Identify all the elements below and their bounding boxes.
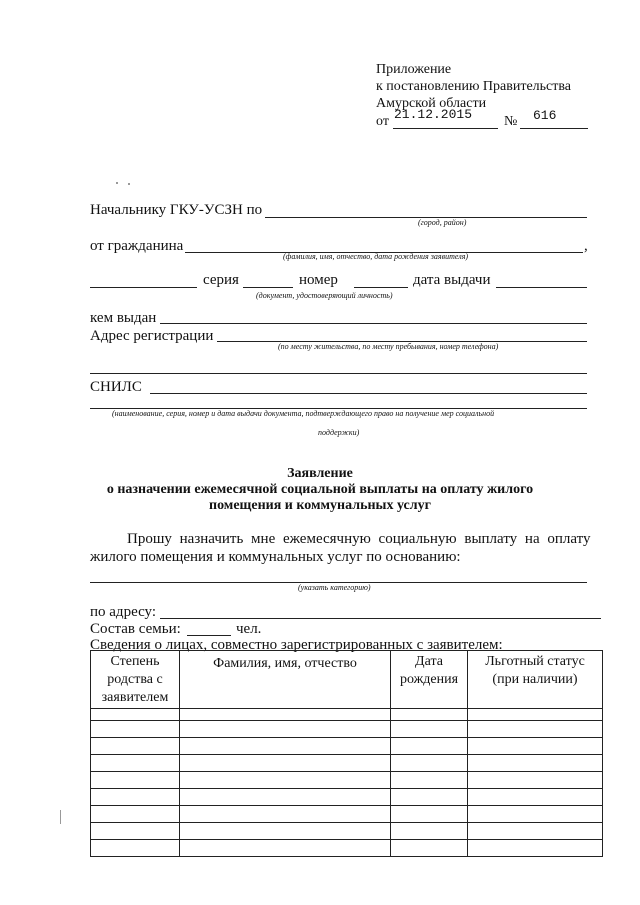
col-relation-l2: родства с (107, 672, 163, 687)
statement-title: Заявление (287, 466, 353, 481)
col-birth-l1: Дата (415, 654, 443, 669)
table-cell[interactable] (91, 823, 180, 840)
statement-body-1: Прошу назначить мне ежемесячную социальную выплату на оплату (127, 531, 591, 547)
table-cell[interactable] (468, 823, 603, 840)
appendix-date-prefix: от (376, 114, 389, 129)
table-row[interactable] (91, 840, 603, 857)
table-cell[interactable] (468, 840, 603, 857)
doc-line[interactable] (90, 287, 197, 288)
scan-speck (116, 182, 118, 184)
table-cell[interactable] (468, 738, 603, 755)
snils-label: СНИЛС (90, 379, 142, 395)
reg-address-label: Адрес регистрации (90, 328, 214, 344)
col-relation-header (91, 651, 180, 709)
col-status-header (468, 651, 603, 709)
basis-caption-1: (наименование, серия, номер и дата выдачи документа, подтверждающего право на получение мер социальной (112, 409, 495, 418)
col-status-l1: Льготный статус (485, 654, 585, 669)
table-cell[interactable] (180, 738, 391, 755)
issue-date-label: дата выдачи (413, 272, 491, 288)
table-row[interactable] (91, 789, 603, 806)
address-line-2[interactable] (90, 373, 587, 374)
address-line[interactable] (160, 618, 601, 619)
table-header-row (91, 651, 603, 709)
table-cell[interactable] (91, 738, 180, 755)
family-table (90, 650, 603, 857)
table-cell[interactable] (468, 806, 603, 823)
table-cell[interactable] (91, 709, 180, 721)
table-cell[interactable] (91, 755, 180, 772)
scan-speck (128, 183, 130, 185)
table-row[interactable] (91, 823, 603, 840)
appendix-title: Приложение (376, 62, 452, 77)
persons-label: Сведения о лицах, совместно зарегистрированных с заявителем: (90, 637, 503, 653)
number-line (520, 128, 588, 129)
category-caption: (указать категорию) (298, 583, 371, 592)
doc-caption: (документ, удостоверяющий личность) (256, 291, 393, 300)
address-label: по адресу: (90, 604, 157, 620)
table-cell[interactable] (180, 755, 391, 772)
table-cell[interactable] (180, 772, 391, 789)
table-cell[interactable] (468, 721, 603, 738)
col-status-l2: (при наличии) (492, 672, 578, 687)
issue-date-line[interactable] (496, 287, 587, 288)
table-row[interactable] (91, 738, 603, 755)
table-row[interactable] (91, 772, 603, 789)
issued-by-label: кем выдан (90, 310, 157, 326)
basis-caption-2: поддержки) (318, 428, 360, 437)
table-cell[interactable] (180, 806, 391, 823)
table-cell[interactable] (468, 755, 603, 772)
col-name-label: Фамилия, имя, отчество (213, 656, 357, 671)
from-comma: , (584, 238, 588, 254)
table-cell[interactable] (180, 709, 391, 721)
snils-line[interactable] (150, 393, 587, 394)
table-cell[interactable] (391, 755, 468, 772)
table-cell[interactable] (91, 840, 180, 857)
table-cell[interactable] (91, 721, 180, 738)
appendix-region: Амурской области (376, 96, 487, 111)
table-row[interactable] (91, 709, 603, 721)
family-unit: чел. (236, 621, 262, 637)
table-cell[interactable] (391, 738, 468, 755)
col-birth-l2: рождения (399, 672, 459, 687)
series-line[interactable] (243, 287, 293, 288)
family-count-line[interactable] (187, 635, 231, 636)
table-cell[interactable] (180, 823, 391, 840)
table-row[interactable] (91, 806, 603, 823)
table-cell[interactable] (180, 840, 391, 857)
to-caption: (город, район) (418, 218, 467, 227)
appendix-date-value: 21.12.2015 (394, 107, 473, 122)
table-row[interactable] (91, 721, 603, 738)
table-cell[interactable] (91, 806, 180, 823)
table-cell[interactable] (391, 721, 468, 738)
table-cell[interactable] (180, 721, 391, 738)
statement-subtitle-1: о назначении ежемесячной социальной выплаты на оплату жилого (106, 482, 534, 497)
issued-by-line[interactable] (160, 323, 587, 324)
appendix-decree: к постановлению Правительства (376, 79, 572, 94)
number-label: номер (299, 272, 338, 288)
table-cell[interactable] (391, 806, 468, 823)
col-birth-header (391, 651, 468, 709)
address-caption: (по месту жительства, по месту пребывания, номер телефона) (278, 342, 499, 351)
table-cell[interactable] (391, 772, 468, 789)
doc-number-line[interactable] (354, 287, 408, 288)
table-cell[interactable] (91, 772, 180, 789)
series-label: серия (203, 272, 239, 288)
table-cell[interactable] (391, 840, 468, 857)
col-relation-l3: заявителем (101, 690, 169, 705)
col-name-header (180, 651, 391, 709)
table-cell[interactable] (180, 789, 391, 806)
table-cell[interactable] (468, 772, 603, 789)
table-cell[interactable] (468, 709, 603, 721)
statement-body-2: жилого помещения и коммунальных услуг по основанию: (90, 549, 461, 565)
table-cell[interactable] (91, 789, 180, 806)
from-caption: (фамилия, имя, отчество, дата рождения заявителя) (283, 252, 469, 261)
scan-speck (60, 810, 61, 824)
statement-subtitle-2: помещения и коммунальных услуг (209, 498, 431, 513)
family-label: Состав семьи: (90, 621, 181, 637)
table-cell[interactable] (391, 823, 468, 840)
table-row[interactable] (91, 755, 603, 772)
table-cell[interactable] (468, 789, 603, 806)
date-line (393, 128, 498, 129)
table-cell[interactable] (391, 789, 468, 806)
appendix-number-prefix: № (504, 114, 518, 129)
from-label: от гражданина (90, 238, 184, 254)
table-cell[interactable] (391, 709, 468, 721)
appendix-number-value: 616 (533, 108, 557, 123)
col-relation-l1: Степень (110, 654, 160, 669)
to-label: Начальнику ГКУ-УСЗН по (90, 202, 263, 218)
